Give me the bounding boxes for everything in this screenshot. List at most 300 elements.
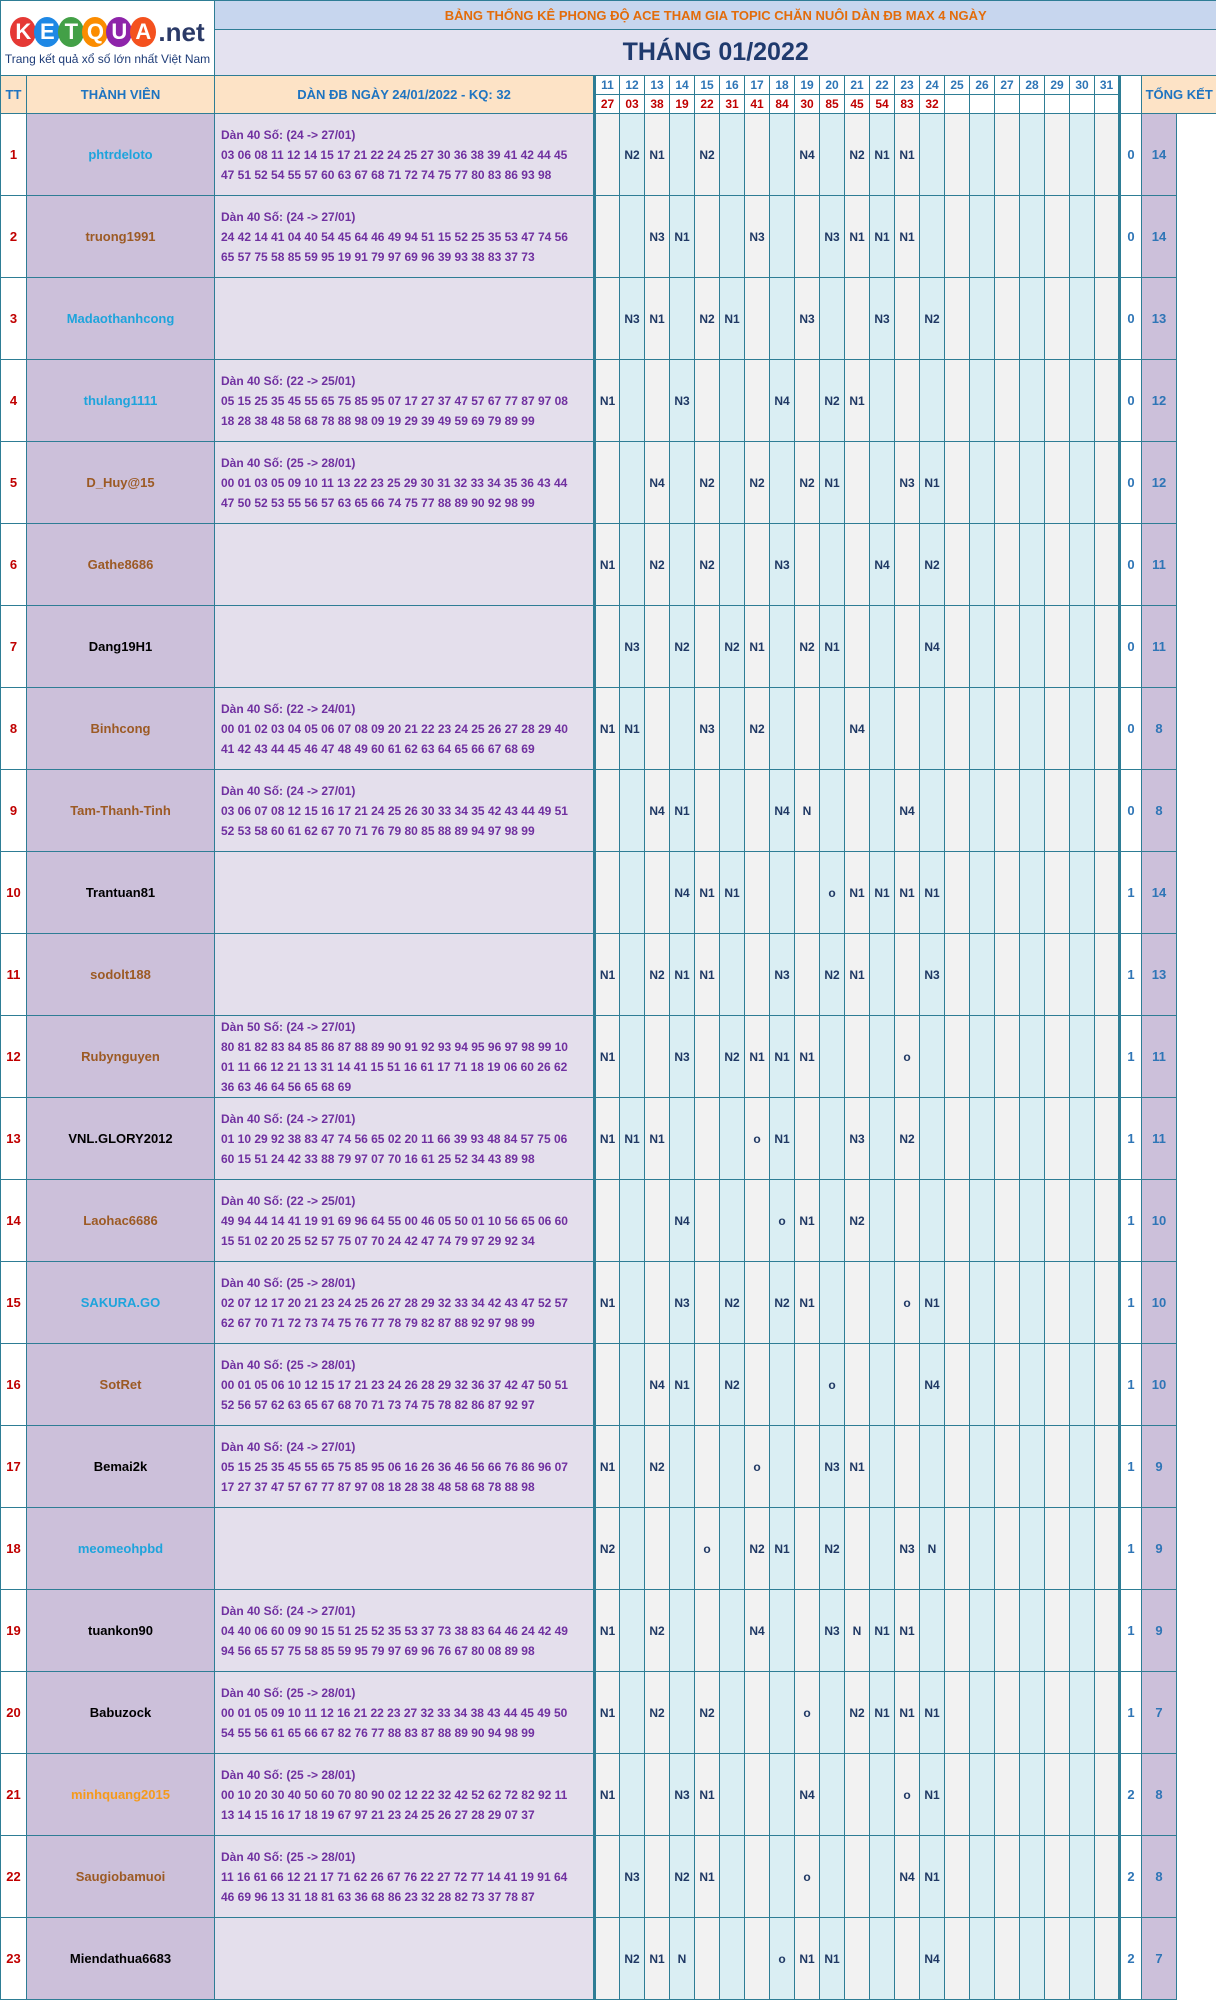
total-score: 13: [1142, 934, 1177, 1016]
day-cell: [695, 1590, 720, 1672]
day-cell: [1020, 852, 1045, 934]
day-cell: [970, 1672, 995, 1754]
table-row: [1, 688, 1216, 770]
dan-numbers: [215, 852, 595, 934]
table-row: [1, 1344, 1216, 1426]
day-cell: [995, 606, 1020, 688]
member-name: sodolt188: [27, 934, 215, 1016]
dan-numbers: [215, 1590, 595, 1672]
day-cell: [695, 196, 720, 278]
total-score: 13: [1142, 278, 1177, 360]
total-misses: 0: [1120, 442, 1142, 524]
day-cell: [945, 688, 970, 770]
dan-line: 94 56 65 57 75 58 85 59 95 79 97 69 96 76 67 80 08 89 98: [221, 1643, 535, 1658]
day-cell: [795, 852, 820, 934]
day-cell: [970, 196, 995, 278]
row-number: 10: [1, 852, 27, 934]
day-cell: N1: [795, 1180, 820, 1262]
day-cell: [1020, 1754, 1045, 1836]
member-name: tuankon90: [27, 1590, 215, 1672]
day-cell: [1095, 770, 1120, 852]
row-number: 18: [1, 1508, 27, 1590]
day-cell: [645, 606, 670, 688]
day-cell: N2: [795, 606, 820, 688]
total-misses: 0: [1120, 114, 1142, 196]
total-score: 9: [1142, 1508, 1177, 1590]
day-cell: N1: [695, 852, 720, 934]
total-misses: 0: [1120, 360, 1142, 442]
day-cell: N1: [845, 934, 870, 1016]
total-score: 8: [1142, 1754, 1177, 1836]
day-cell: [745, 1754, 770, 1836]
day-cell: [720, 1754, 745, 1836]
day-header-29: 29: [1045, 76, 1070, 95]
dan-title: Dàn 40 Số: (25 -> 28/01): [221, 455, 356, 470]
member-name: Tam-Thanh-Tinh: [27, 770, 215, 852]
dan-title: Dàn 40 Số: (22 -> 25/01): [221, 373, 356, 388]
dan-line: 03 06 08 11 12 14 15 17 21 22 24 25 27 30 36 38 39 41 42 44 45: [221, 147, 568, 162]
day-cell: [920, 770, 945, 852]
dan-numbers: [215, 770, 595, 852]
day-cell: N1: [745, 606, 770, 688]
dan-line: 80 81 82 83 84 85 86 87 88 89 90 91 92 93 94 95 96 97 98 99 10: [221, 1039, 568, 1054]
day-cell: [620, 1672, 645, 1754]
day-cell: [620, 1180, 645, 1262]
day-cell: [695, 1262, 720, 1344]
day-cell: N3: [770, 524, 795, 606]
col-header-total: TỔNG KẾT: [1142, 76, 1216, 114]
day-cell: N4: [645, 1344, 670, 1426]
dan-numbers: [215, 1016, 595, 1098]
day-cell: o: [770, 1180, 795, 1262]
table-row: [1, 1180, 1216, 1262]
day-cell: [595, 1836, 620, 1918]
day-cell: N3: [670, 1754, 695, 1836]
day-header-31: 31: [1095, 76, 1120, 95]
day-cell: [920, 1180, 945, 1262]
day-cell: [1045, 1590, 1070, 1672]
day-cell: N1: [870, 1672, 895, 1754]
day-cell: [1045, 1344, 1070, 1426]
day-cell: [595, 770, 620, 852]
day-cell: [720, 196, 745, 278]
row-number: 12: [1, 1016, 27, 1098]
day-header-11: 11: [595, 76, 620, 95]
day-cell: [1095, 1016, 1120, 1098]
member-name: Rubynguyen: [27, 1016, 215, 1098]
day-cell: N4: [645, 442, 670, 524]
day-cell: [795, 524, 820, 606]
dan-numbers: [215, 1098, 595, 1180]
day-cell: [770, 1754, 795, 1836]
day-header-13: 13: [645, 76, 670, 95]
day-cell: [995, 442, 1020, 524]
day-cell: N3: [645, 196, 670, 278]
dan-title: Dàn 50 Số: (24 -> 27/01): [221, 1019, 356, 1034]
total-score: 14: [1142, 852, 1177, 934]
day-cell: [1045, 1262, 1070, 1344]
total-misses: 1: [1120, 852, 1142, 934]
day-header-24: 24: [920, 76, 945, 95]
total-score: 10: [1142, 1262, 1177, 1344]
dan-numbers: [215, 1508, 595, 1590]
day-cell: N1: [595, 688, 620, 770]
day-cell: N3: [670, 1016, 695, 1098]
dan-line: 24 42 14 41 04 40 54 45 64 46 49 94 51 15 52 25 35 53 47 74 56: [221, 229, 568, 244]
day-cell: [970, 1262, 995, 1344]
day-cell: [970, 1508, 995, 1590]
day-cell: [745, 278, 770, 360]
day-cell: [720, 1508, 745, 1590]
logo-letter: T: [58, 17, 84, 47]
day-cell: [820, 1754, 845, 1836]
day-cell: N1: [920, 1672, 945, 1754]
day-cell: [995, 1672, 1020, 1754]
day-cell: [845, 606, 870, 688]
logo-wordmark: [1, 14, 214, 50]
member-name: Saugiobamuoi: [27, 1836, 215, 1918]
day-cell: [1070, 852, 1095, 934]
day-cell: [870, 1016, 895, 1098]
day-cell: N3: [620, 606, 645, 688]
total-score: 9: [1142, 1590, 1177, 1672]
dan-title: Dàn 40 Số: (24 -> 27/01): [221, 1603, 356, 1618]
day-cell: [870, 770, 895, 852]
dan-line: 00 10 20 30 40 50 60 70 80 90 02 12 22 32 42 52 62 72 82 92 11: [221, 1787, 568, 1802]
table-row: [1, 1016, 1216, 1098]
row-number: 7: [1, 606, 27, 688]
day-cell: [1070, 1836, 1095, 1918]
day-cell: [1020, 606, 1045, 688]
table-row: [1, 1508, 1216, 1590]
day-cell: o: [745, 1098, 770, 1180]
day-cell: o: [895, 1262, 920, 1344]
member-name: Miendathua6683: [27, 1918, 215, 2000]
day-cell: N1: [620, 1098, 645, 1180]
total-score: 9: [1142, 1426, 1177, 1508]
day-cell: [595, 114, 620, 196]
day-cell: [620, 360, 645, 442]
day-cell: N2: [695, 442, 720, 524]
day-cell: [970, 606, 995, 688]
day-cell: [1070, 1508, 1095, 1590]
result-cell: [970, 95, 995, 114]
dan-title: Dàn 40 Số: (25 -> 28/01): [221, 1275, 356, 1290]
day-cell: [770, 688, 795, 770]
day-cell: N2: [645, 524, 670, 606]
result-cell: 45: [845, 95, 870, 114]
day-cell: [1070, 1016, 1095, 1098]
day-cell: [995, 1098, 1020, 1180]
day-cell: [895, 524, 920, 606]
total-score: 8: [1142, 688, 1177, 770]
day-cell: [720, 1918, 745, 2000]
day-cell: [720, 1672, 745, 1754]
day-cell: [1045, 524, 1070, 606]
day-cell: N3: [670, 1262, 695, 1344]
day-cell: [920, 360, 945, 442]
day-cell: N3: [770, 934, 795, 1016]
total-misses: 1: [1120, 1344, 1142, 1426]
day-cell: N: [795, 770, 820, 852]
result-cell: 38: [645, 95, 670, 114]
day-cell: [595, 196, 620, 278]
day-cell: [620, 1262, 645, 1344]
day-cell: N2: [895, 1098, 920, 1180]
day-cell: N4: [895, 770, 920, 852]
day-cell: N1: [720, 852, 745, 934]
table-row: [1, 278, 1216, 360]
day-cell: [995, 1918, 1020, 2000]
day-cell: [770, 278, 795, 360]
logo-letter: K: [10, 17, 36, 47]
day-cell: [870, 1754, 895, 1836]
day-cell: [945, 1754, 970, 1836]
day-cell: [1070, 1754, 1095, 1836]
member-name: phtrdeloto: [27, 114, 215, 196]
day-cell: N: [845, 1590, 870, 1672]
day-cell: [745, 360, 770, 442]
day-cell: [1020, 770, 1045, 852]
day-header-12: 12: [620, 76, 645, 95]
dan-line: 36 63 46 64 56 65 68 69: [221, 1079, 352, 1094]
day-cell: N3: [695, 688, 720, 770]
result-cell: 32: [920, 95, 945, 114]
day-cell: [820, 1672, 845, 1754]
day-cell: [845, 1508, 870, 1590]
day-cell: o: [895, 1016, 920, 1098]
day-cell: [945, 278, 970, 360]
day-cell: [1045, 278, 1070, 360]
day-cell: [670, 1426, 695, 1508]
day-cell: [620, 934, 645, 1016]
day-cell: [945, 1918, 970, 2000]
day-cell: N1: [870, 114, 895, 196]
result-cell: [995, 95, 1020, 114]
logo-suffix: .net: [158, 16, 205, 47]
day-cell: N2: [820, 1508, 845, 1590]
day-cell: [820, 524, 845, 606]
day-cell: [1020, 1098, 1045, 1180]
day-cell: [795, 688, 820, 770]
total-misses: 2: [1120, 1918, 1142, 2000]
day-cell: [970, 1426, 995, 1508]
day-cell: N1: [595, 1672, 620, 1754]
day-cell: [1095, 1590, 1120, 1672]
day-cell: [995, 1590, 1020, 1672]
day-header-25: 25: [945, 76, 970, 95]
day-header-16: 16: [720, 76, 745, 95]
day-cell: [870, 1836, 895, 1918]
dan-line: 15 51 02 20 25 52 57 75 07 70 24 42 47 74 79 97 29 92 34: [221, 1233, 535, 1248]
member-name: thulang1111: [27, 360, 215, 442]
day-cell: N3: [845, 1098, 870, 1180]
day-header-28: 28: [1020, 76, 1045, 95]
day-cell: [1020, 1918, 1045, 2000]
day-cell: [670, 1672, 695, 1754]
day-cell: [820, 1262, 845, 1344]
day-cell: [1045, 1672, 1070, 1754]
day-cell: [745, 770, 770, 852]
day-cell: [1095, 442, 1120, 524]
day-cell: [645, 1754, 670, 1836]
member-name: Trantuan81: [27, 852, 215, 934]
day-cell: [970, 1344, 995, 1426]
day-cell: N4: [845, 688, 870, 770]
day-cell: [995, 1508, 1020, 1590]
member-name: meomeohpbd: [27, 1508, 215, 1590]
day-cell: [1045, 1508, 1070, 1590]
row-number: 8: [1, 688, 27, 770]
table-row: [1, 442, 1216, 524]
day-cell: N1: [770, 1508, 795, 1590]
day-cell: N1: [595, 1262, 620, 1344]
member-name: SAKURA.GO: [27, 1262, 215, 1344]
dan-numbers: [215, 1426, 595, 1508]
day-cell: [770, 1344, 795, 1426]
day-cell: [1020, 1344, 1045, 1426]
day-cell: N4: [770, 360, 795, 442]
day-cell: [795, 1590, 820, 1672]
day-cell: [970, 1836, 995, 1918]
day-cell: [720, 360, 745, 442]
day-cell: [1095, 1344, 1120, 1426]
member-name: SotRet: [27, 1344, 215, 1426]
day-cell: [720, 114, 745, 196]
day-cell: [870, 442, 895, 524]
day-header-19: 19: [795, 76, 820, 95]
total-score: 8: [1142, 770, 1177, 852]
day-cell: [1095, 934, 1120, 1016]
day-cell: N1: [645, 1098, 670, 1180]
dan-line: 01 11 66 12 21 13 31 14 41 15 51 16 61 17 71 18 19 06 60 26 62: [221, 1059, 568, 1074]
result-cell: [1020, 95, 1045, 114]
day-cell: N1: [845, 360, 870, 442]
dan-title: Dàn 40 Số: (24 -> 27/01): [221, 1111, 356, 1126]
day-cell: [970, 852, 995, 934]
dan-line: 49 94 44 14 41 19 91 69 96 64 55 00 46 05 50 01 10 56 65 06 60: [221, 1213, 568, 1228]
day-cell: [1095, 852, 1120, 934]
month-title: THÁNG 01/2022: [215, 30, 1216, 76]
day-cell: [820, 1836, 845, 1918]
result-cell: 19: [670, 95, 695, 114]
day-cell: [720, 1426, 745, 1508]
day-cell: [995, 524, 1020, 606]
day-cell: N3: [820, 1590, 845, 1672]
day-cell: N1: [870, 1590, 895, 1672]
day-cell: [1070, 1098, 1095, 1180]
result-cell: 27: [595, 95, 620, 114]
day-cell: [995, 1180, 1020, 1262]
day-cell: o: [695, 1508, 720, 1590]
dan-title: Dàn 40 Số: (22 -> 25/01): [221, 1193, 356, 1208]
total-score: 14: [1142, 114, 1177, 196]
day-cell: N1: [745, 1016, 770, 1098]
day-cell: [945, 360, 970, 442]
day-cell: [870, 360, 895, 442]
member-name: Babuzock: [27, 1672, 215, 1754]
day-cell: N4: [795, 1754, 820, 1836]
dan-line: 02 07 12 17 20 21 23 24 25 26 27 28 29 32 33 34 42 43 47 52 57: [221, 1295, 568, 1310]
day-cell: [895, 1426, 920, 1508]
day-cell: [870, 1344, 895, 1426]
result-cell: 22: [695, 95, 720, 114]
day-cell: [1045, 114, 1070, 196]
day-cell: [820, 688, 845, 770]
dan-line: 41 42 43 44 45 46 47 48 49 60 61 62 63 64 65 66 67 68 69: [221, 741, 535, 756]
day-cell: [945, 1262, 970, 1344]
day-cell: [595, 852, 620, 934]
total-score: 11: [1142, 1016, 1177, 1098]
result-cell: 30: [795, 95, 820, 114]
day-cell: [945, 1344, 970, 1426]
day-cell: [995, 934, 1020, 1016]
ketqua-logo[interactable]: [1, 1, 215, 76]
total-misses: 1: [1120, 1016, 1142, 1098]
day-cell: [970, 1918, 995, 2000]
day-cell: [695, 360, 720, 442]
dan-numbers: [215, 1180, 595, 1262]
dan-numbers: [215, 934, 595, 1016]
day-cell: [720, 1098, 745, 1180]
day-cell: [770, 442, 795, 524]
day-cell: [620, 1016, 645, 1098]
day-cell: N2: [695, 278, 720, 360]
day-cell: N3: [795, 278, 820, 360]
row-number: 19: [1, 1590, 27, 1672]
day-cell: N1: [770, 1098, 795, 1180]
table-row: [1, 114, 1216, 196]
day-cell: [920, 688, 945, 770]
day-cell: [945, 1016, 970, 1098]
row-number: 14: [1, 1180, 27, 1262]
total-score: 8: [1142, 1836, 1177, 1918]
dan-line: 00 01 03 05 09 10 11 13 22 23 25 29 30 31 32 33 34 35 36 43 44: [221, 475, 568, 490]
dan-title: Dàn 40 Số: (24 -> 27/01): [221, 209, 356, 224]
day-cell: [1045, 770, 1070, 852]
day-cell: [770, 114, 795, 196]
table-row: [1, 934, 1216, 1016]
day-cell: [745, 1180, 770, 1262]
day-cell: [620, 852, 645, 934]
total-misses: 2: [1120, 1754, 1142, 1836]
day-cell: [670, 1590, 695, 1672]
day-cell: N1: [795, 1262, 820, 1344]
table-row: [1, 1590, 1216, 1672]
table-row: [1, 852, 1216, 934]
total-misses: 0: [1120, 606, 1142, 688]
day-cell: [970, 688, 995, 770]
day-cell: N1: [645, 114, 670, 196]
day-cell: [670, 278, 695, 360]
day-cell: [845, 1754, 870, 1836]
day-cell: [845, 770, 870, 852]
dan-line: 46 69 96 13 31 18 81 63 36 68 86 23 32 28 82 73 37 78 87: [221, 1889, 535, 1904]
day-cell: [1095, 1918, 1120, 2000]
day-cell: [970, 770, 995, 852]
day-cell: [770, 196, 795, 278]
day-cell: [720, 442, 745, 524]
day-cell: [945, 114, 970, 196]
day-cell: [945, 196, 970, 278]
day-cell: [670, 688, 695, 770]
total-misses: 1: [1120, 1180, 1142, 1262]
day-cell: [820, 1180, 845, 1262]
day-cell: [1020, 196, 1045, 278]
day-cell: [1095, 1426, 1120, 1508]
day-cell: [795, 360, 820, 442]
day-cell: N1: [620, 688, 645, 770]
